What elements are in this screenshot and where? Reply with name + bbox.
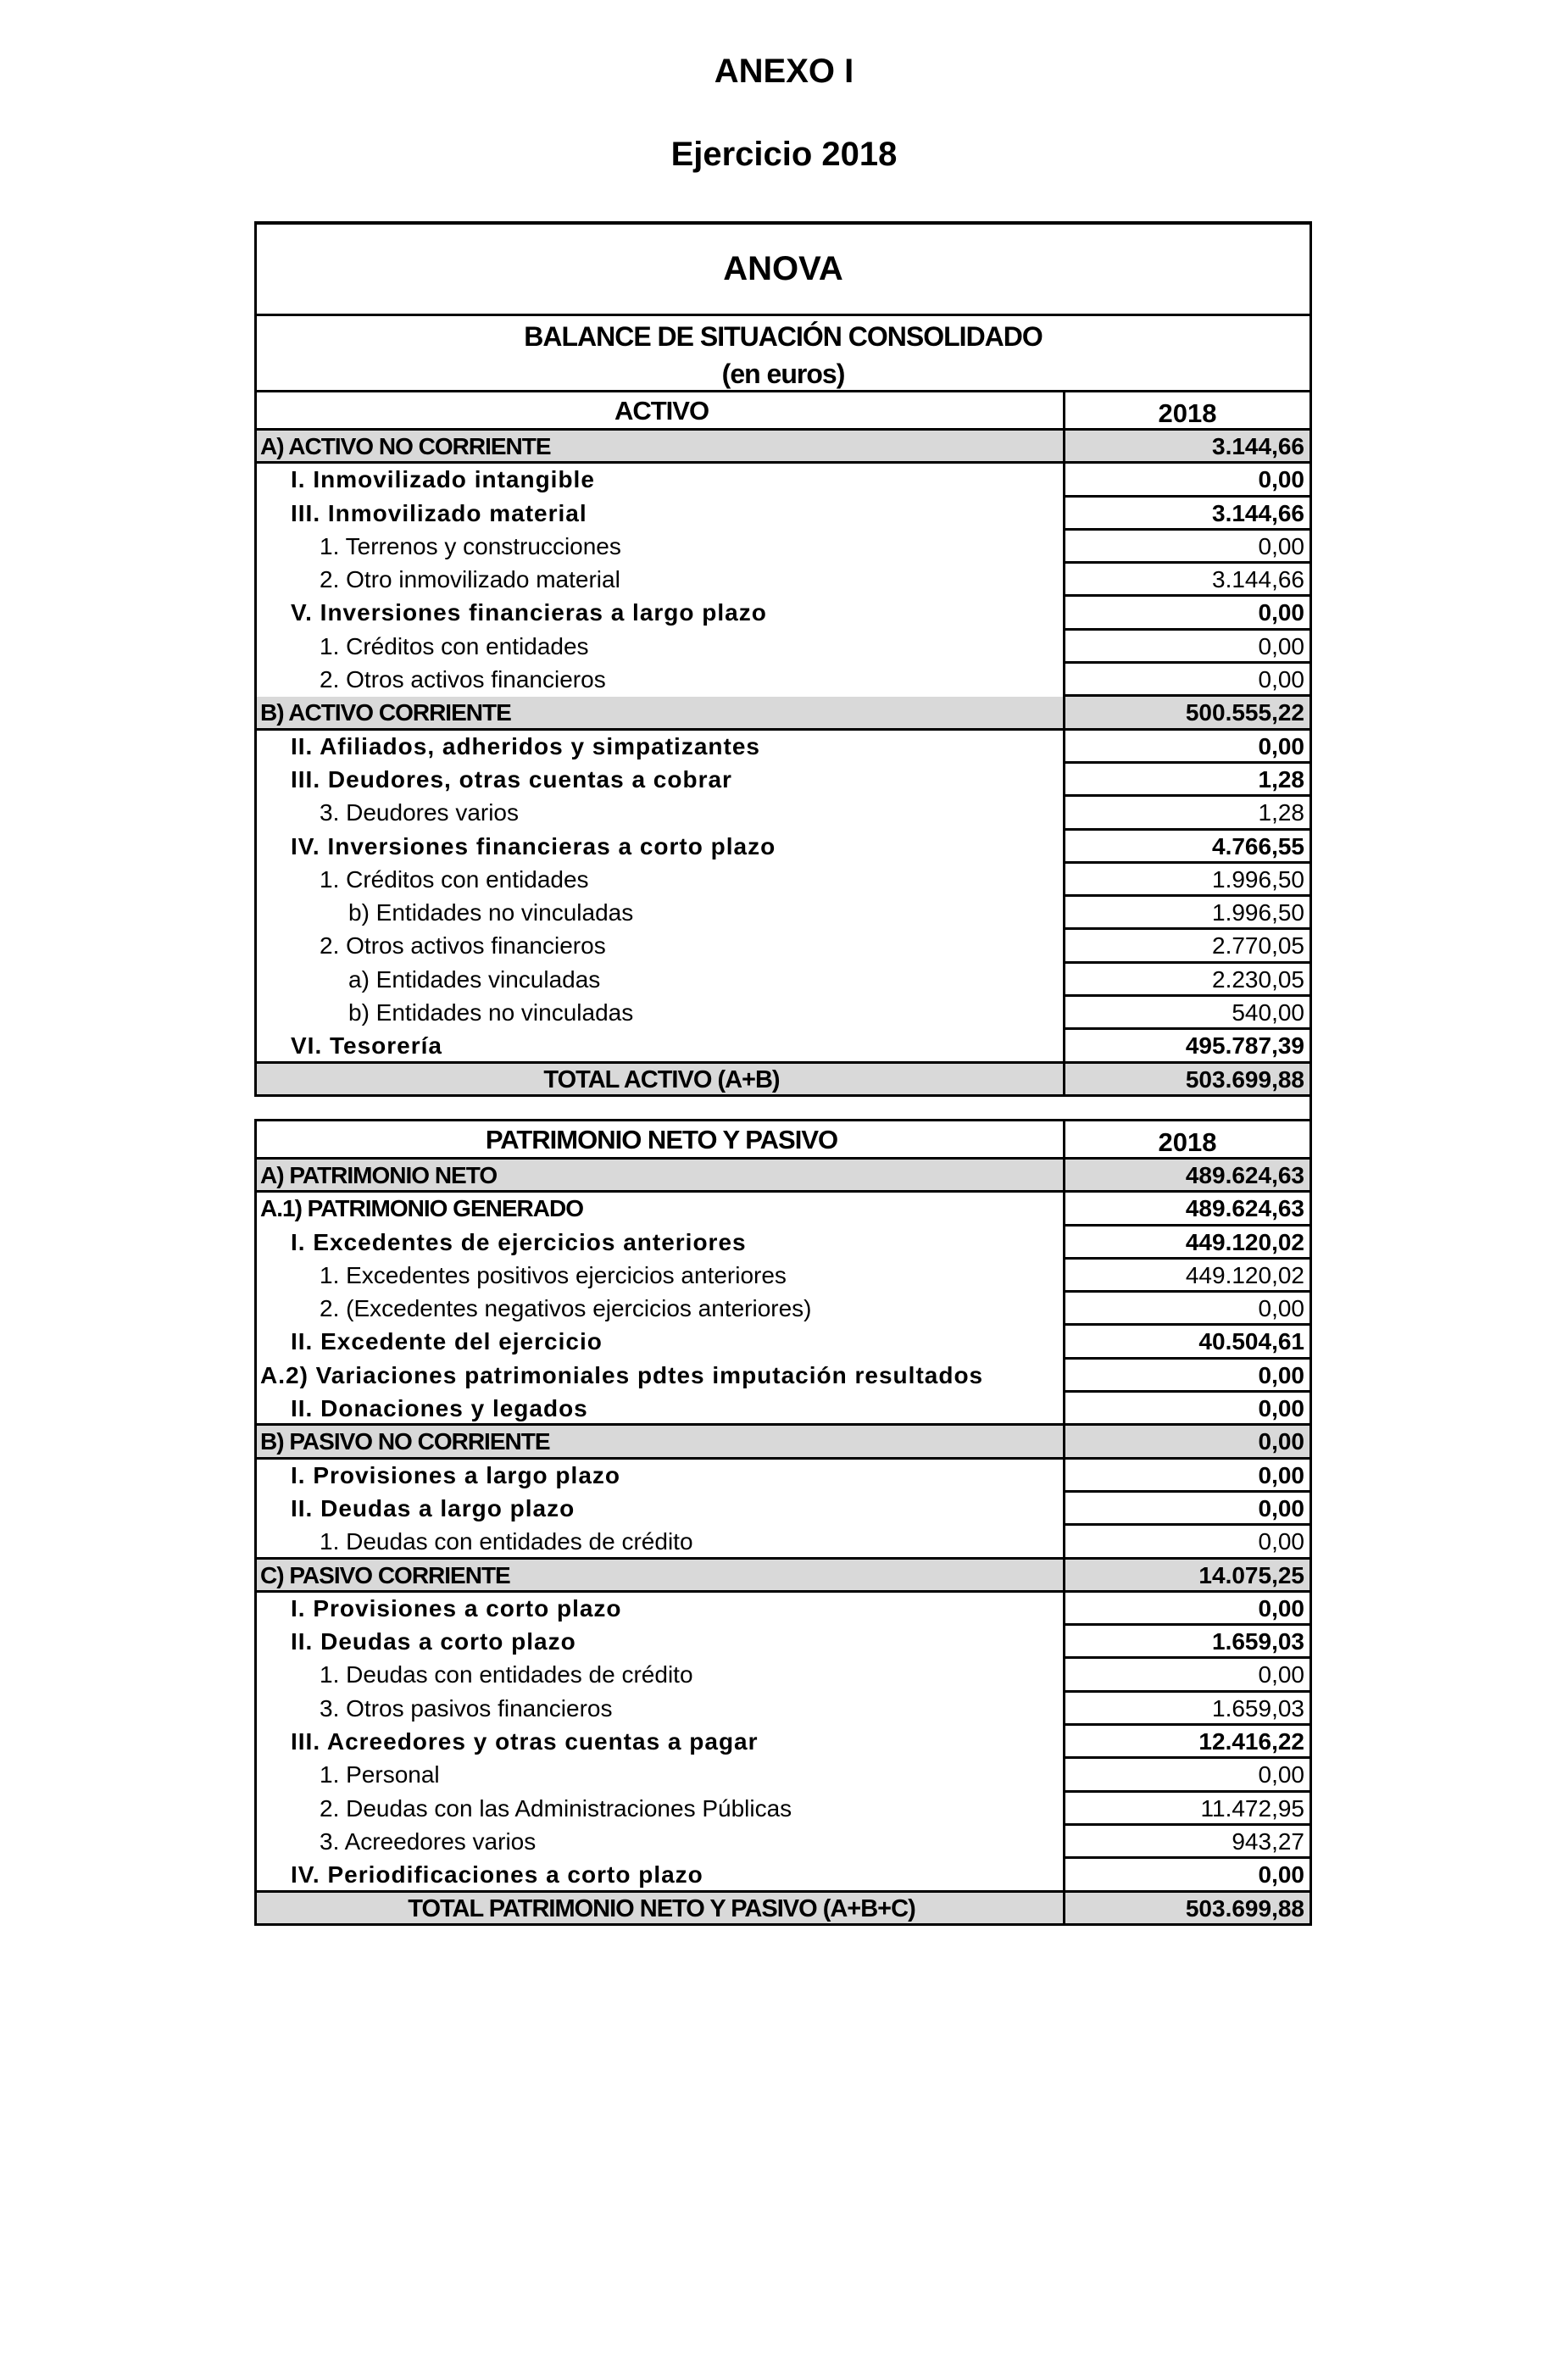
row-label: 1. Créditos con entidades <box>257 864 1065 897</box>
row-label: IV. Inversiones financieras a corto plazo <box>257 831 1065 864</box>
table-row <box>257 1726 1309 1759</box>
row-value: 540,00 <box>1065 997 1309 1030</box>
table-row-category <box>257 1560 1309 1593</box>
table-row-total <box>257 1064 1309 1097</box>
pasivo-balance-table <box>254 1119 1312 1926</box>
row-value: 4.766,55 <box>1065 831 1309 864</box>
organization-name: ANOVA <box>257 221 1309 316</box>
row-value: 0,00 <box>1065 597 1309 630</box>
table-row <box>257 1593 1309 1626</box>
row-value: 0,00 <box>1065 464 1309 497</box>
row-value: 1.659,03 <box>1065 1693 1309 1726</box>
table-row <box>257 1793 1309 1826</box>
row-value: 1.996,50 <box>1065 864 1309 897</box>
table-row-total <box>257 1893 1309 1926</box>
row-label: I. Provisiones a largo plazo <box>257 1460 1065 1493</box>
row-label: 2. Otros activos financieros <box>257 930 1065 963</box>
activo-balance-table <box>254 221 1312 1097</box>
table-row <box>257 1460 1309 1493</box>
row-label: 1. Personal <box>257 1759 1065 1792</box>
row-label: II. Deudas a corto plazo <box>257 1626 1065 1659</box>
table-row-category <box>257 1426 1309 1459</box>
row-value: 0,00 <box>1065 1759 1309 1792</box>
table-row <box>257 1227 1309 1260</box>
row-label: II. Deudas a largo plazo <box>257 1493 1065 1526</box>
table-row <box>257 1293 1309 1326</box>
row-value: 495.787,39 <box>1185 1032 1304 1060</box>
row-label: III. Deudores, otras cuentas a cobrar <box>257 764 1065 797</box>
row-label: I. Excedentes de ejercicios anteriores <box>257 1227 1065 1260</box>
table-row <box>257 897 1309 930</box>
row-value: 0,00 <box>1065 1293 1309 1326</box>
table-row <box>257 997 1309 1030</box>
row-value: 503.699,88 <box>1185 1894 1304 1922</box>
row-label: 1. Deudas con entidades de crédito <box>257 1659 1065 1692</box>
table-row <box>257 664 1309 697</box>
statement-unit: (en euros) <box>721 359 845 389</box>
table-row-category <box>257 697 1309 730</box>
activo-header-row <box>257 392 1309 431</box>
table-row <box>257 831 1309 864</box>
row-value: 489.624,63 <box>1185 1162 1304 1188</box>
row-value: 0,00 <box>1065 664 1309 697</box>
row-label: II. Donaciones y legados <box>257 1393 1065 1423</box>
table-row <box>257 1693 1309 1726</box>
row-label: III. Acreedores y otras cuentas a pagar <box>257 1726 1065 1759</box>
row-label: A.2) Variaciones patrimoniales pdtes imputación resultados <box>257 1360 1065 1393</box>
table-row <box>257 464 1309 497</box>
row-value: 14.075,25 <box>1198 1561 1304 1588</box>
row-label: V. Inversiones financieras a largo plazo <box>257 597 1065 630</box>
row-label: III. Inmovilizado material <box>257 498 1065 531</box>
row-label: 2. (Excedentes negativos ejercicios anteriores) <box>257 1293 1065 1326</box>
table-row <box>257 564 1309 597</box>
row-value: 503.699,88 <box>1185 1065 1304 1093</box>
row-label: TOTAL ACTIVO (A+B) <box>257 1064 1065 1094</box>
row-value: 0,00 <box>1258 1528 1304 1555</box>
row-label: 2. Otros activos financieros <box>257 664 1065 697</box>
statement-heading <box>257 316 1309 392</box>
row-label: A.1) PATRIMONIO GENERADO <box>257 1193 1065 1226</box>
table-row <box>257 964 1309 997</box>
row-label: TOTAL PATRIMONIO NETO Y PASIVO (A+B+C) <box>257 1893 1065 1923</box>
row-value: 0,00 <box>1065 1460 1309 1493</box>
table-row <box>257 1393 1309 1426</box>
row-label: A) PATRIMONIO NETO <box>257 1160 1065 1190</box>
row-value: 1,28 <box>1065 764 1309 797</box>
row-value: 0,00 <box>1258 1428 1304 1455</box>
table-row <box>257 1626 1309 1659</box>
row-value: 0,00 <box>1065 531 1309 564</box>
row-label: 1. Créditos con entidades <box>257 631 1065 664</box>
row-value: 1.659,03 <box>1065 1626 1309 1659</box>
row-label: C) PASIVO CORRIENTE <box>257 1560 1065 1590</box>
table-row <box>257 764 1309 797</box>
row-value: 2.770,05 <box>1065 930 1309 963</box>
table-row <box>257 1326 1309 1359</box>
row-label: 1. Terrenos y construcciones <box>257 531 1065 564</box>
row-value: 1.996,50 <box>1065 897 1309 930</box>
row-label: II. Excedente del ejercicio <box>257 1326 1065 1359</box>
table-row <box>257 597 1309 630</box>
row-label: a) Entidades vinculadas <box>257 964 1065 997</box>
row-label: 3. Deudores varios <box>257 797 1065 830</box>
table-row <box>257 797 1309 830</box>
table-row <box>257 1859 1309 1892</box>
pasivo-header-row <box>257 1121 1309 1160</box>
row-label: 3. Otros pasivos financieros <box>257 1693 1065 1726</box>
row-label: I. Inmovilizado intangible <box>257 464 1065 497</box>
row-value: 0,00 <box>1258 1861 1304 1889</box>
row-label: II. Afiliados, adheridos y simpatizantes <box>257 731 1065 764</box>
table-row-category <box>257 1160 1309 1193</box>
table-row <box>257 1759 1309 1792</box>
table-row <box>257 1260 1309 1293</box>
table-row <box>257 1526 1309 1559</box>
table-row <box>257 731 1309 764</box>
row-value: 40.504,61 <box>1065 1326 1309 1359</box>
table-row <box>257 1360 1309 1393</box>
table-row <box>257 498 1309 531</box>
row-value: 0,00 <box>1065 731 1309 764</box>
row-label: 2. Otro inmovilizado material <box>257 564 1065 597</box>
row-label: 1. Excedentes positivos ejercicios anteriores <box>257 1260 1065 1293</box>
row-value: 500.555,22 <box>1185 699 1304 726</box>
pasivo-header-label: PATRIMONIO NETO Y PASIVO <box>257 1121 1065 1157</box>
row-label: VI. Tesorería <box>257 1030 1065 1060</box>
row-value: 12.416,22 <box>1065 1726 1309 1759</box>
row-value: 0,00 <box>1065 1493 1309 1526</box>
row-value: 0,00 <box>1065 1360 1309 1393</box>
row-label: 3. Acreedores varios <box>257 1826 1065 1859</box>
row-label: 1. Deudas con entidades de crédito <box>257 1526 1065 1556</box>
row-value: 0,00 <box>1065 1659 1309 1692</box>
activo-header-year: 2018 <box>1158 398 1217 428</box>
table-row <box>257 631 1309 664</box>
row-value: 489.624,63 <box>1065 1193 1309 1226</box>
row-label: A) ACTIVO NO CORRIENTE <box>257 431 1065 461</box>
table-row <box>257 930 1309 963</box>
table-row <box>257 1659 1309 1692</box>
table-row <box>257 1193 1309 1226</box>
row-value: 3.144,66 <box>1065 564 1309 597</box>
activo-header-label: ACTIVO <box>257 392 1065 428</box>
row-value: 1,28 <box>1065 797 1309 830</box>
table-row <box>257 531 1309 564</box>
table-row <box>257 1030 1309 1063</box>
row-value: 943,27 <box>1065 1826 1309 1859</box>
row-label: IV. Periodificaciones a corto plazo <box>257 1859 1065 1889</box>
row-value: 0,00 <box>1065 631 1309 664</box>
table-row <box>257 1826 1309 1859</box>
statement-title: BALANCE DE SITUACIÓN CONSOLIDADO <box>524 321 1043 352</box>
row-label: I. Provisiones a corto plazo <box>257 1593 1065 1626</box>
row-value: 2.230,05 <box>1065 964 1309 997</box>
row-value: 3.144,66 <box>1212 433 1304 459</box>
row-value: 11.472,95 <box>1065 1793 1309 1826</box>
row-value: 0,00 <box>1258 1395 1304 1422</box>
table-row <box>257 1493 1309 1526</box>
annex-title: ANEXO I <box>714 53 854 90</box>
row-value: 449.120,02 <box>1065 1227 1309 1260</box>
row-value: 3.144,66 <box>1065 498 1309 531</box>
row-label: B) PASIVO NO CORRIENTE <box>257 1426 1065 1456</box>
row-value: 449.120,02 <box>1065 1260 1309 1293</box>
row-value: 0,00 <box>1065 1593 1309 1626</box>
row-label: 2. Deudas con las Administraciones Públicas <box>257 1793 1065 1826</box>
table-row-category <box>257 431 1309 464</box>
fiscal-year-title: Ejercicio 2018 <box>670 136 898 173</box>
section-divider-line <box>1309 1096 1312 1119</box>
row-label: B) ACTIVO CORRIENTE <box>257 697 1065 727</box>
row-label: b) Entidades no vinculadas <box>257 997 1065 1030</box>
row-label: b) Entidades no vinculadas <box>257 897 1065 930</box>
table-row <box>257 864 1309 897</box>
pasivo-header-year: 2018 <box>1158 1127 1217 1157</box>
